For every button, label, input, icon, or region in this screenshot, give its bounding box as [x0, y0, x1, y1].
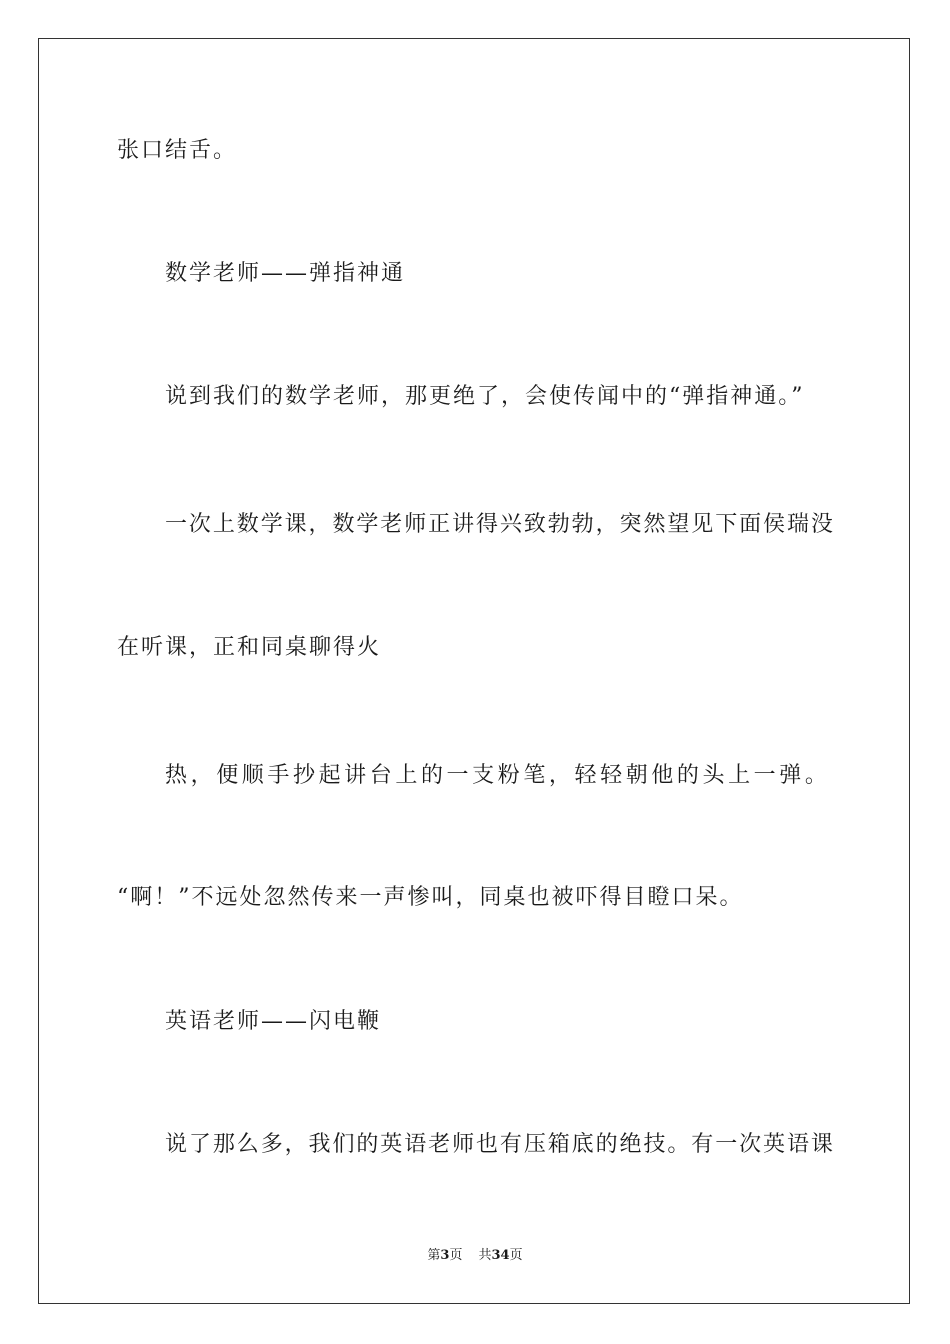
paragraph-5: 在听课，正和同桌聊得火	[117, 635, 382, 660]
paragraph-7: “啊！”不远处忽然传来一声惨叫，同桌也被吓得目瞪口呆。	[117, 885, 744, 910]
footer-total-pages: 34	[491, 1248, 510, 1263]
paragraph-3: 说到我们的数学老师，那更绝了，会使传闻中的“弹指神通。”	[165, 384, 805, 409]
paragraph-9: 说 了 那 么 多 ， 我 们 的 英 语 老 师 也 有 压 箱 底 的 绝 技 。 有 一 次 英 语 课	[165, 1132, 833, 1157]
section-heading-math: 数学老师——弹指神通	[165, 261, 406, 286]
paragraph-6: 热 ， 便 顺 手 抄 起 讲 台 上 的 一 支 粉 笔 ， 轻 轻 朝 他 的 头 上 一 弹 。	[165, 763, 827, 788]
page-footer	[0, 1247, 950, 1265]
page-border	[38, 38, 910, 1304]
footer-page-suffix: 页	[449, 1248, 463, 1263]
footer-total-suffix: 页	[509, 1248, 523, 1263]
paragraph-1: 张口结舌。	[117, 138, 238, 163]
footer-page-number: 3	[440, 1248, 450, 1263]
paragraph-4: 一 次 上 数 学 课 ， 数 学 老 师 正 讲 得 兴 致 勃 勃 ， 突 然 望 见 下 面 侯 瑞 没	[165, 512, 833, 537]
footer-page-prefix: 第	[427, 1248, 441, 1263]
section-heading-english: 英语老师——闪电鞭	[165, 1009, 382, 1034]
footer-total-prefix: 共	[478, 1248, 492, 1263]
